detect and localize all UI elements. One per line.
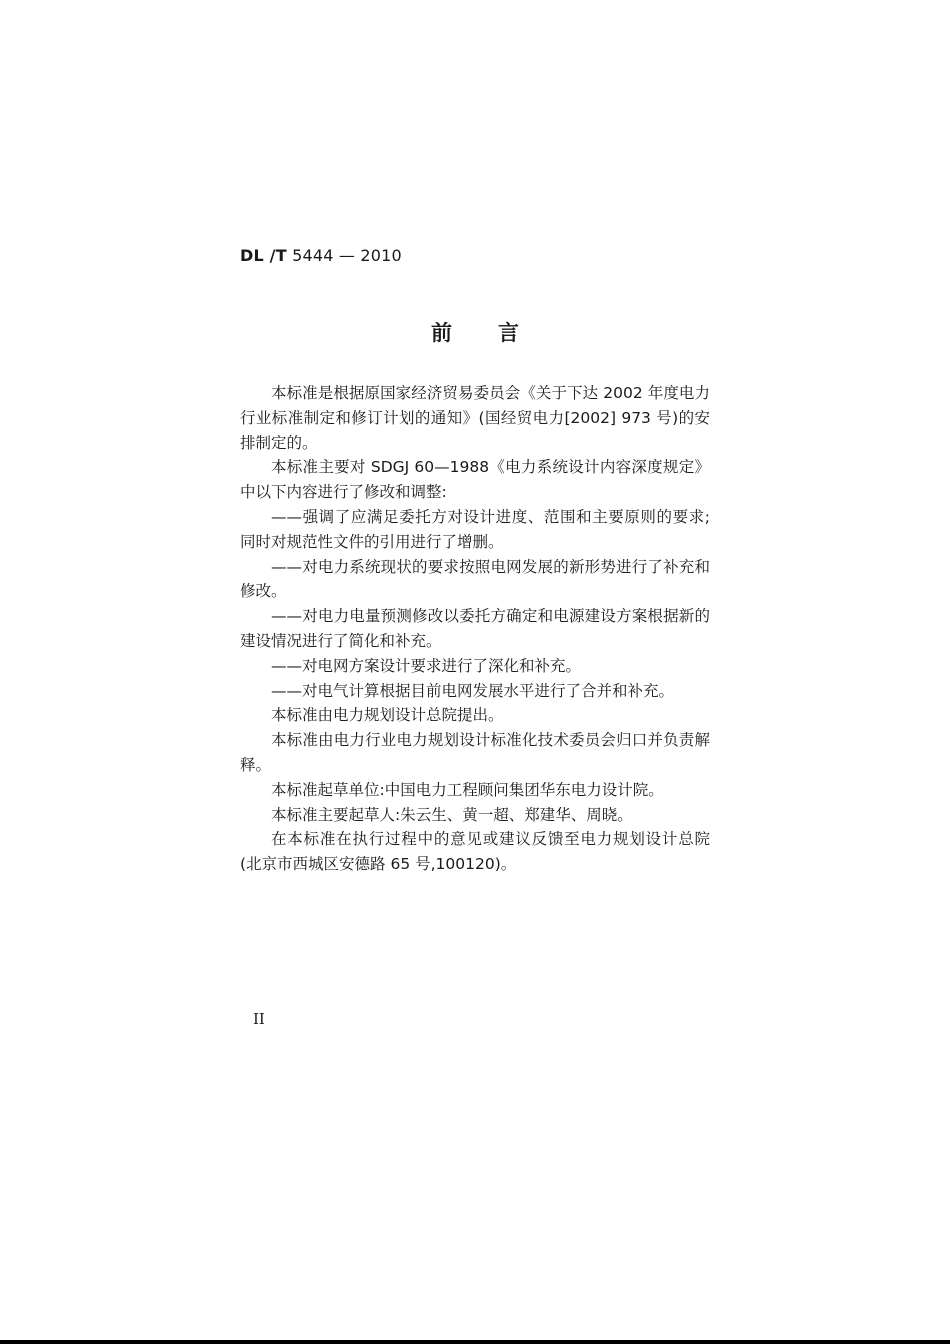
- paragraph: 本标准起草单位:中国电力工程顾问集团华东电力设计院。: [271, 780, 664, 799]
- page-number: II: [253, 1010, 265, 1028]
- standard-code-prefix: DL /T: [240, 246, 287, 265]
- paragraph: 本标准是根据原国家经济贸易委员会《关于下达 2002 年度电力行业标准制定和修订计划的通知》(国经贸电力[2002] 973 号)的安排制定的。: [240, 384, 710, 452]
- foreword-body: [240, 381, 710, 877]
- paragraph: ——对电气计算根据目前电网发展水平进行了合并和补充。: [271, 681, 675, 700]
- paragraph: ——对电网方案设计要求进行了深化和补充。: [271, 656, 582, 675]
- page-title: 前言: [431, 321, 565, 345]
- standard-code-number: 5444 — 2010: [292, 246, 402, 265]
- paragraph: 在本标准在执行过程中的意见或建议反馈至电力规划设计总院(北京市西城区安德路 65 号,100120)。: [240, 830, 710, 874]
- paragraph: 本标准由电力规划设计总院提出。: [271, 706, 504, 725]
- bottom-border: [0, 1340, 950, 1344]
- paragraph: ——强调了应满足委托方对设计进度、范围和主要原则的要求;同时对规范性文件的引用进行了增删。: [240, 507, 710, 551]
- paragraph: 本标准主要起草人:朱云生、黄一超、郑建华、周晓。: [271, 805, 633, 824]
- paragraph: ——对电力电量预测修改以委托方确定和电源建设方案根据新的建设情况进行了简化和补充。: [240, 607, 710, 650]
- paragraph: 本标准由电力行业电力规划设计标准化技术委员会归口并负责解释。: [240, 731, 710, 774]
- standard-code: [240, 246, 402, 265]
- paragraph: ——对电力系统现状的要求按照电网发展的新形势进行了补充和修改。: [240, 557, 710, 601]
- paragraph: 本标准主要对 SDGJ 60—1988《电力系统设计内容深度规定》中以下内容进行了修改和调整:: [240, 458, 710, 502]
